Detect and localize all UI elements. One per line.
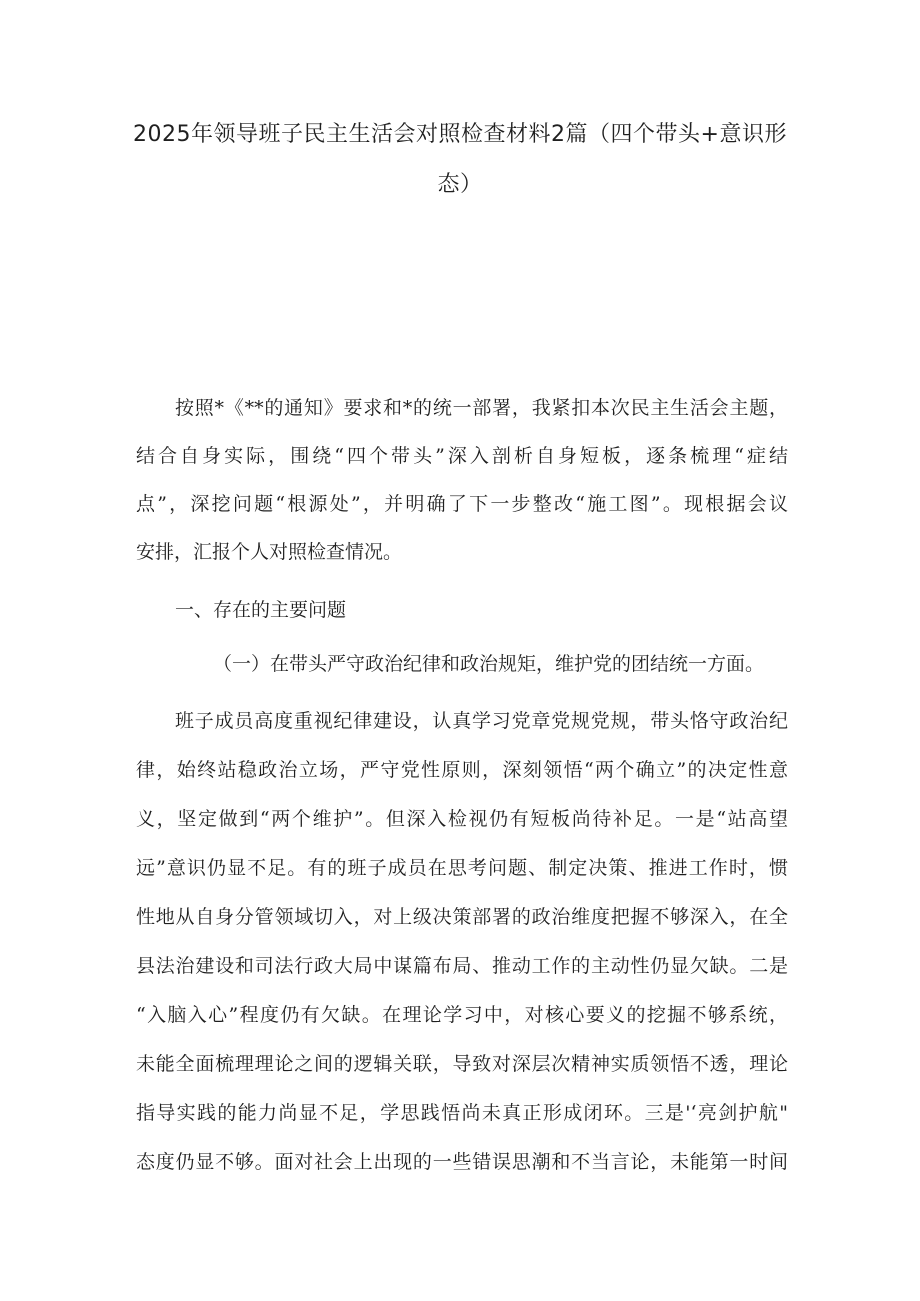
intro-line-4: 安排，汇报个人对照检查情况。 [136,541,403,563]
body-line-2: 律，始终站稳政治立场，严守党性原则，深刻领悟“两个确立”的决定性意 [136,759,788,781]
document-title-line-1: 2025年领导班子民主生活会对照检查材料2篇（四个带头+意识形 [133,122,787,147]
subsection-heading: （一）在带头严守政治纪律和政治规矩，维护党的团结统一方面。 [213,653,765,675]
body-line-7: “入脑入心”程度仍有欠缺。在理论学习中，对核心要义的挖掘不够系统， [136,1004,788,1026]
body-line-6: 县法治建设和司法行政大局中谋篇布局、推动工作的主动性仍显欠缺。二是 [136,955,788,977]
document-title-line-2: 态） [437,172,483,197]
body-line-8: 未能全面梳理理论之间的逻辑关联，导致对深层次精神实质领悟不透，理论 [136,1053,788,1075]
intro-line-2: 结合自身实际，围绕“四个带头”深入剖析自身短板，逐条梳理“症结 [136,445,788,467]
body-line-3: 义，坚定做到“两个维护”。但深入检视仍有短板尚待补足。一是“站高望 [136,808,788,830]
body-line-4: 远”意识仍显不足。有的班子成员在思考问题、制定决策、推进工作时，惯 [136,857,788,879]
body-line-9: 指导实践的能力尚显不足，学思践悟尚未真正形成闭环。三是'‘亮剑护航" [136,1102,788,1124]
body-line-5: 性地从自身分管领域切入，对上级决策部署的政治维度把握不够深入，在全 [136,906,788,928]
section-heading: 一、存在的主要问题 [175,599,347,621]
body-line-1: 班子成员高度重视纪律建设，认真学习党章党规党规，带头恪守政治纪 [175,710,788,732]
intro-line-3: 点”，深挖问题“根源处”，并明确了下一步整改“施工图”。现根据会议 [136,493,788,515]
intro-line-1: 按照*《**的通知》要求和*的统一部署，我紧扣本次民主生活会主题， [175,397,788,419]
body-line-10: 态度仍显不够。面对社会上出现的一些错误思潮和不当言论，未能第一时间 [136,1151,788,1173]
